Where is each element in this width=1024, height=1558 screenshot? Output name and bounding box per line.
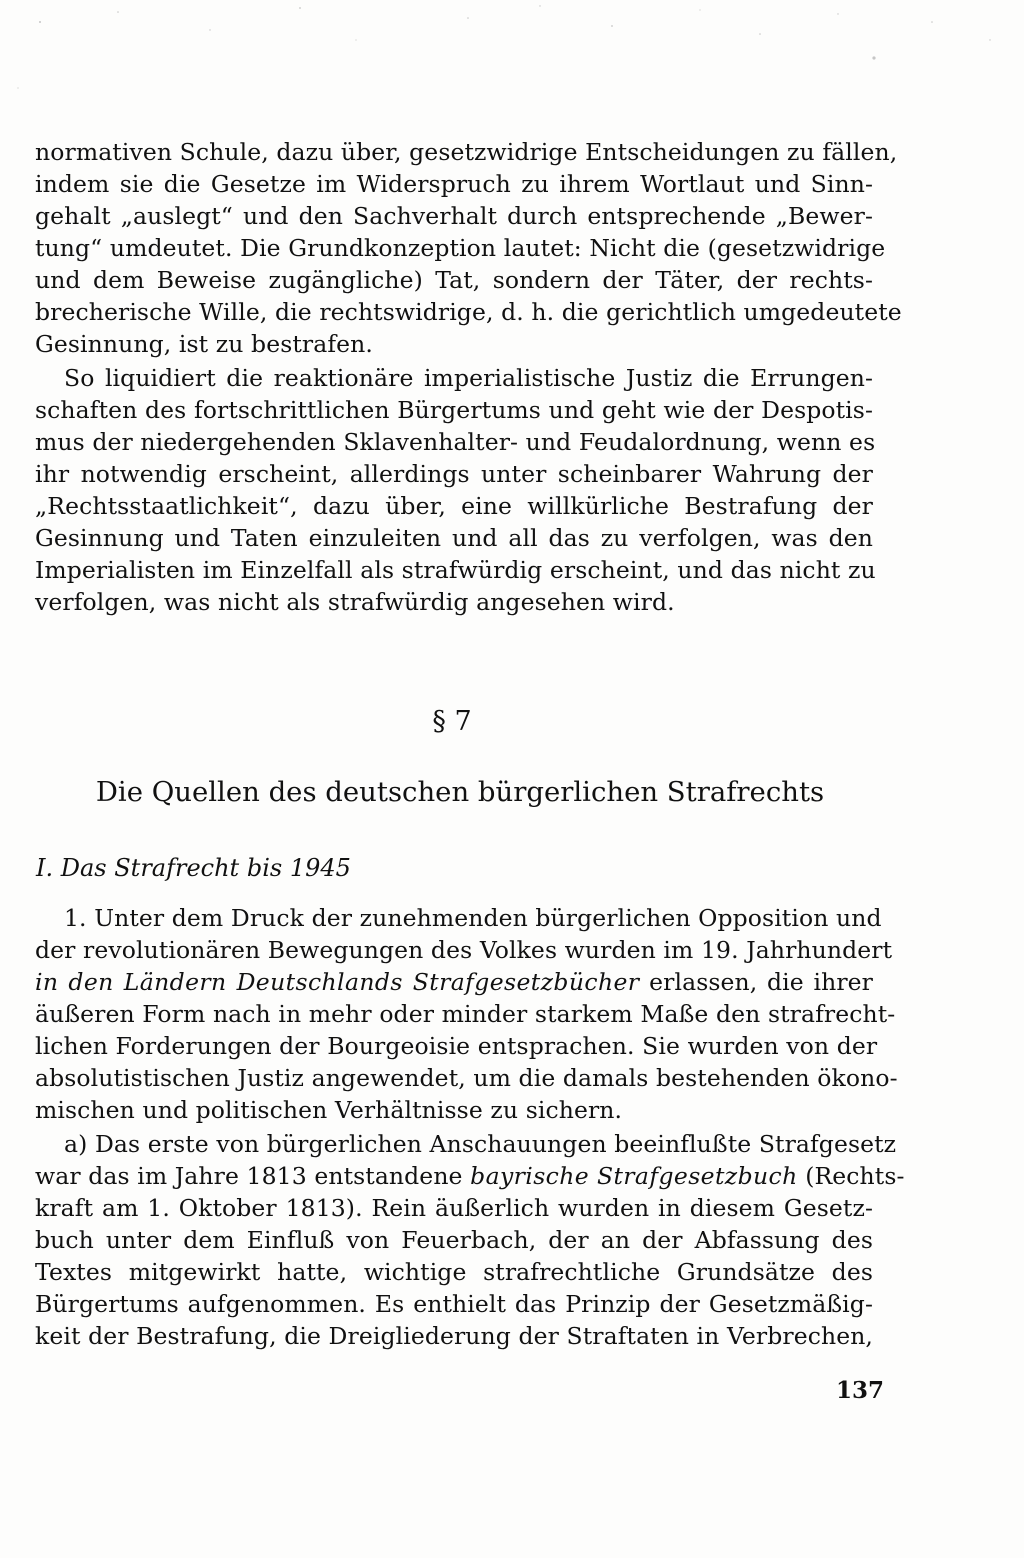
paragraph-2-line: schaften des fortschrittlichen Bürgertums und geht wie der Despotis-	[35, 396, 873, 424]
paragraph-4-line	[35, 1160, 905, 1192]
paragraph-1-line: gehalt „auslegt“ und den Sachverhalt durch entsprechende „Bewer-	[35, 202, 873, 230]
paragraph-3-line: mischen und politischen Verhältnisse zu sichern.	[35, 1096, 623, 1124]
paragraph-4-line: keit der Bestrafung, die Dreigliederung der Straftaten in Verbrechen,	[35, 1322, 874, 1350]
paragraph-1-line: tung“ umdeutet. Die Grundkonzeption lautet: Nicht die (gesetzwidrige	[35, 234, 886, 262]
emphasis-text: in den Ländern Deutschlands Strafgesetzbücher	[35, 968, 640, 996]
scan-speckle-decoration	[0, 0, 1024, 140]
emphasis-text: bayrische Strafgesetzbuch	[470, 1162, 798, 1190]
section-title: Die Quellen des deutschen bürgerlichen Strafrechts	[95, 776, 825, 808]
paragraph-1-line: und dem Beweise zugängliche) Tat, sondern der Täter, der rechts-	[35, 266, 873, 294]
paragraph-3-line: äußeren Form nach in mehr oder minder starkem Maße den strafrecht-	[35, 1000, 896, 1028]
paragraph-4-line: Textes mitgewirkt hatte, wichtige strafrechtliche Grundsätze des	[35, 1258, 873, 1286]
paragraph-1-line: Gesinnung, ist zu bestrafen.	[35, 330, 373, 358]
paragraph-4-line: kraft am 1. Oktober 1813). Rein äußerlich wurden in diesem Gesetz-	[35, 1194, 873, 1222]
paragraph-1-line: normativen Schule, dazu über, gesetzwidrige Entscheidungen zu fällen,	[35, 138, 898, 166]
paragraph-2-line: verfolgen, was nicht als strafwürdig angesehen wird.	[35, 588, 675, 616]
paragraph-2-line: ihr notwendig erscheint, allerdings unter scheinbarer Wahrung der	[35, 460, 873, 488]
paragraph-3-line: lichen Forderungen der Bourgeoisie entsprachen. Sie wurden von der	[35, 1032, 878, 1060]
paragraph-text: war das im Jahre 1813 entstandene	[35, 1162, 471, 1190]
paragraph-2-line: „Rechtsstaatlichkeit“, dazu über, eine willkürliche Bestrafung der	[35, 492, 873, 520]
paragraph-2-line: So liquidiert die reaktionäre imperialistische Justiz die Errungen-	[64, 364, 873, 392]
page-number: 137	[836, 1377, 885, 1404]
paragraph-2-line: mus der niedergehenden Sklavenhalter- und Feudalordnung, wenn es	[35, 428, 876, 456]
paragraph-2-line: Imperialisten im Einzelfall als strafwürdig erscheint, und das nicht zu	[35, 556, 876, 584]
paragraph-4-line: a) Das erste von bürgerlichen Anschauungen beeinflußte Strafgesetz	[64, 1130, 897, 1158]
paragraph-text: erlassen, die ihrer	[639, 968, 874, 996]
paragraph-3-line	[35, 966, 873, 998]
section-number: § 7	[432, 706, 472, 737]
paragraph-1-line: brecherische Wille, die rechtswidrige, d. h. die gerichtlich umgedeutete	[35, 298, 902, 326]
paragraph-3-line: der revolutionären Bewegungen des Volkes wurden im 19. Jahrhundert	[35, 936, 893, 964]
paragraph-text: (Rechts-	[797, 1162, 905, 1190]
paragraph-4-line: buch unter dem Einfluß von Feuerbach, der an der Abfassung des	[35, 1226, 873, 1254]
paragraph-3-line: 1. Unter dem Druck der zunehmenden bürgerlichen Opposition und	[64, 904, 882, 932]
paragraph-2-line: Gesinnung und Taten einzuleiten und all das zu verfolgen, was den	[35, 524, 873, 552]
subsection-title: I. Das Strafrecht bis 1945	[36, 854, 351, 882]
paragraph-4-line: Bürgertums aufgenommen. Es enthielt das Prinzip der Gesetzmäßig-	[35, 1290, 873, 1318]
paragraph-3-line: absolutistischen Justiz angewendet, um die damals bestehenden ökono-	[35, 1064, 898, 1092]
paragraph-1-line: indem sie die Gesetze im Widerspruch zu ihrem Wortlaut und Sinn-	[35, 170, 873, 198]
